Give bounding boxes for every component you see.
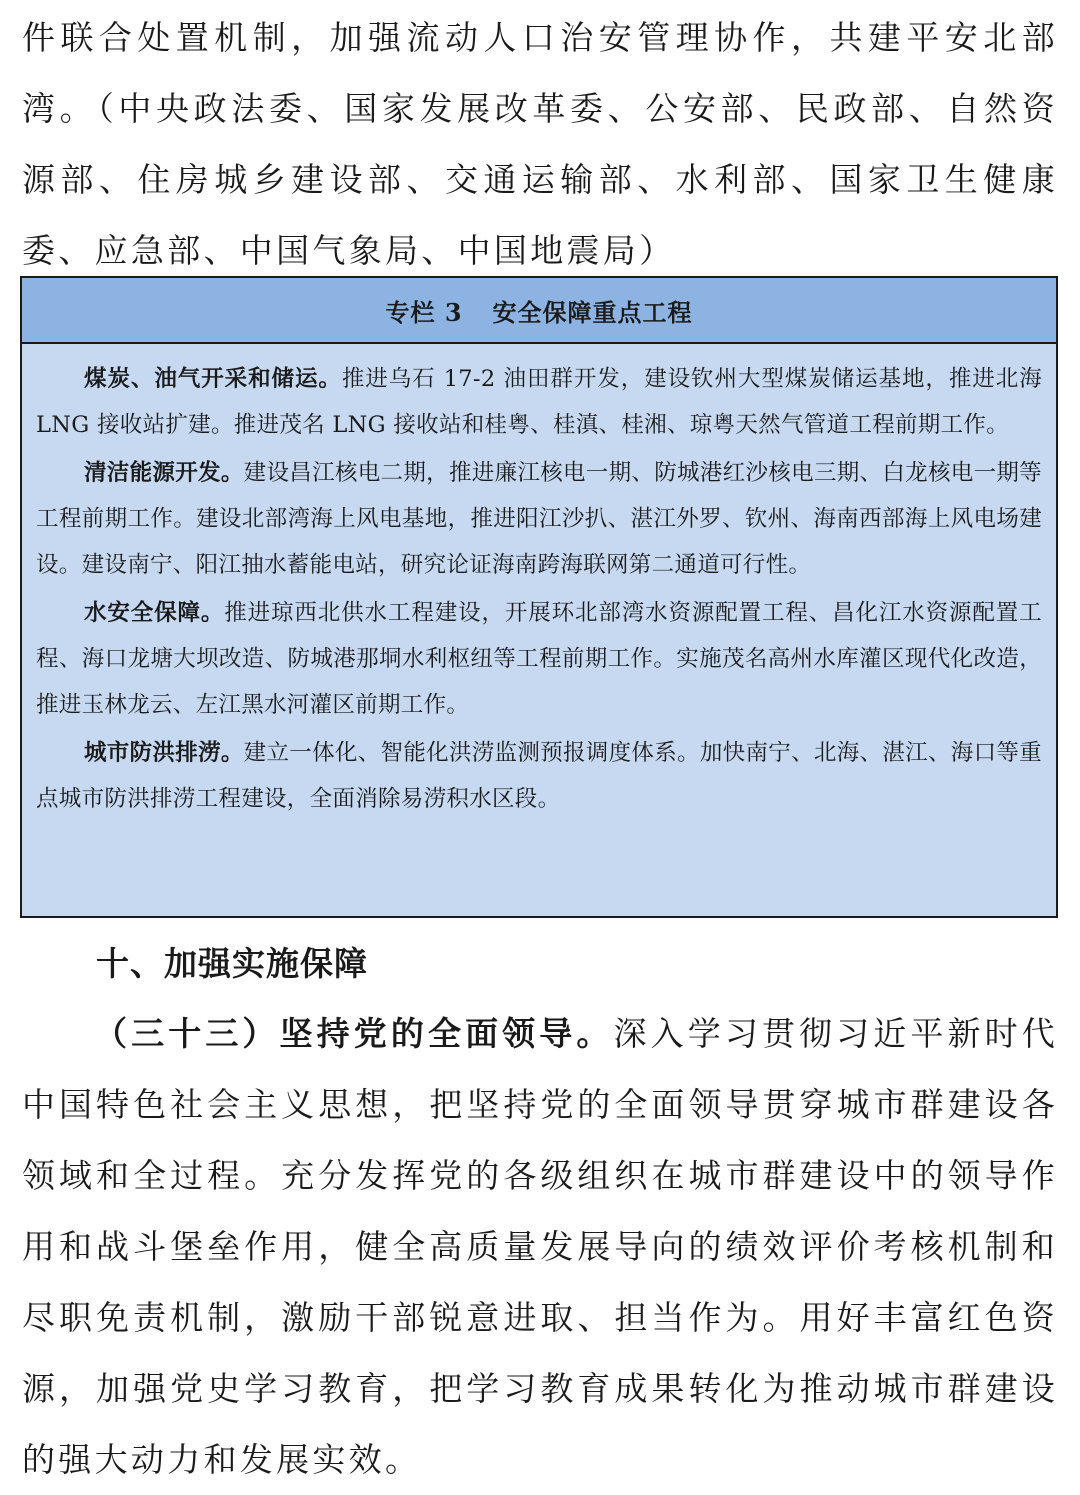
callout-item-text: 推进琼西北供水工程建设，开展环北部湾水资源配置工程、昌化江水资源配置工程、海口龙塘大坝改造、防城港那垌水利枢纽等工程前期工作。实施茂名高州水库灌区现代化改造，推进玉林龙云、左江黑水河灌区前期工作。 <box>36 600 1042 718</box>
paragraph-text: 深入学习贯彻习近平新时代中国特色社会主义思想，把坚持党的全面领导贯穿城市群建设各领域和全过程。充分发挥党的各级组织在城市群建设中的领导作用和战斗堡垒作用，健全高质量发展导向的绩效评价考核机制和尽职免责机制，激励干部锐意进取、担当作为。用好丰富红色资源，加强党史学习教育，把学习教育成果转化为推动城市群建设的强大动力和发展实效。 <box>22 1014 1058 1479</box>
callout-item-water-security <box>36 590 1042 728</box>
callout-header <box>22 278 1056 344</box>
body-paragraph-top: 件联合处置机制，加强流动人口治安管理协作，共建平安北部湾。（中央政法委、国家发展改革委、公安部、民政部、自然资源部、住房城乡建设部、交通运输部、水利部、国家卫生健康委、应急部、中国气象局、中国地震局） <box>22 18 1058 270</box>
callout-item-text: 推进乌石 17-2 油田群开发，建设钦州大型煤炭储运基地，推进北海 LNG 接收站扩建。推进茂名 LNG 接收站和桂粤、桂滇、桂湘、琼粤天然气管道工程前期工作。 <box>36 366 1042 438</box>
callout-item-text: 建立一体化、智能化洪涝监测预报调度体系。加快南宁、北海、湛江、海口等重点城市防洪排涝工程建设，全面消除易涝积水区段。 <box>36 740 1042 812</box>
callout-label: 专栏 3 <box>385 297 463 327</box>
callout-item-coal-oil-gas <box>36 356 1042 448</box>
callout-item-clean-energy <box>36 450 1042 588</box>
callout-item-lead: 城市防洪排涝。 <box>84 740 244 766</box>
callout-item-lead: 水安全保障。 <box>84 600 225 626</box>
section-heading: 十、加强实施保障 <box>96 944 368 983</box>
callout-item-lead: 清洁能源开发。 <box>84 460 244 486</box>
paragraph-lead: （三十三）坚持党的全面领导。 <box>94 1014 614 1053</box>
callout-item-text: 建设昌江核电二期，推进廉江核电一期、防城港红沙核电三期、白龙核电一期等工程前期工作。建设北部湾海上风电基地，推进阳江沙扒、湛江外罗、钦州、海南西部海上风电场建设。建设南宁、阳江抽水蓄能电站，研究论证海南跨海联网第二通道可行性。 <box>36 460 1042 578</box>
callout-title: 安全保障重点工程 <box>492 297 693 327</box>
callout-body <box>22 344 1056 822</box>
callout-item-lead: 煤炭、油气开采和储运。 <box>84 366 342 392</box>
body-paragraph-bottom <box>22 998 1058 1495</box>
callout-box <box>20 276 1058 918</box>
callout-item-flood-control <box>36 730 1042 822</box>
